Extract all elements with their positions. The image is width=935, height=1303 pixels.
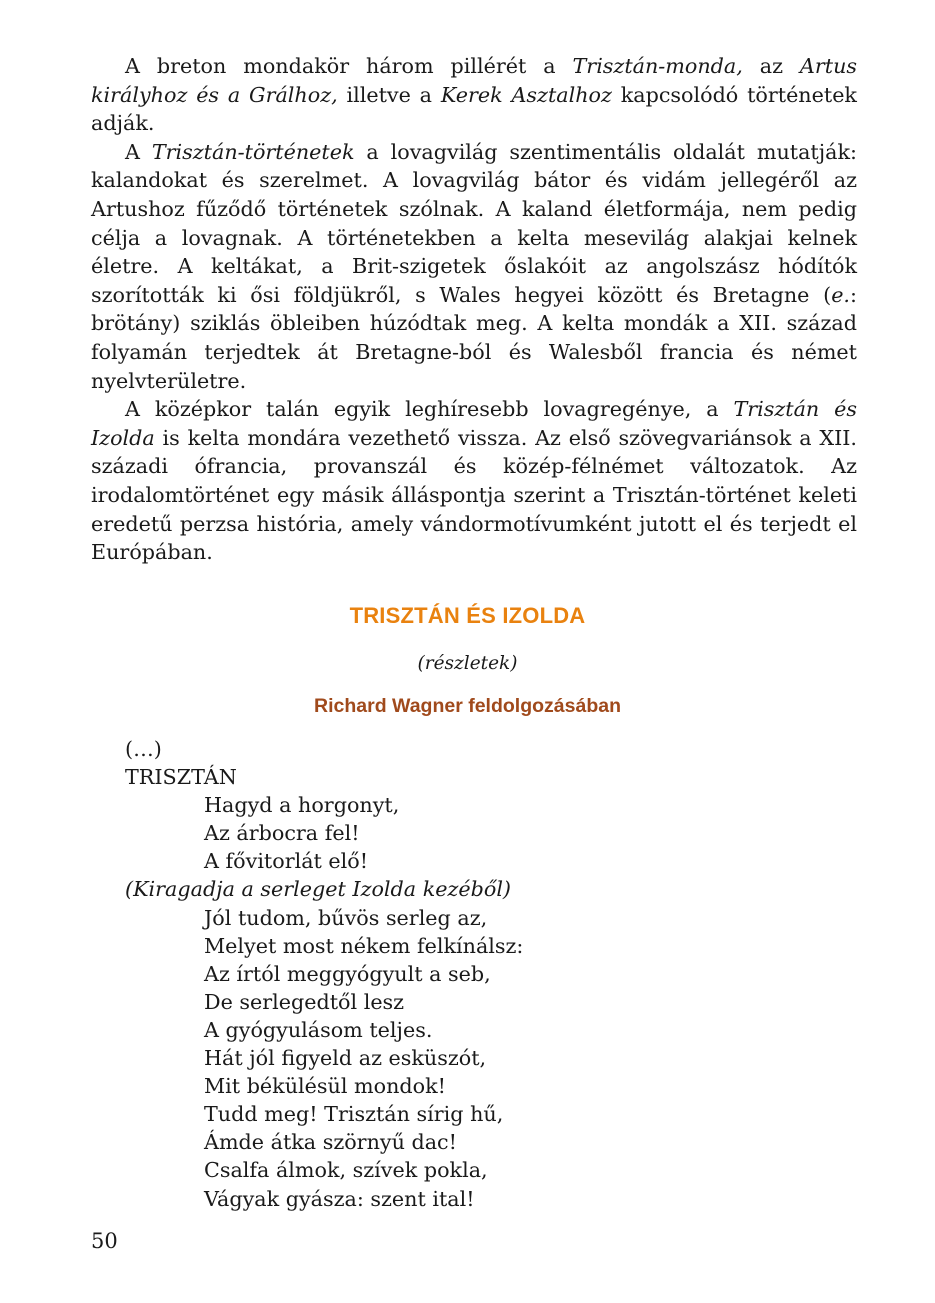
stage-direction: (Kiragadja a serleget Izolda kezéből) — [125, 877, 512, 902]
verse-line: Tudd meg! Trisztán sírig hű, — [204, 1102, 504, 1127]
verse-line: A gyógyulásom teljes. — [204, 1017, 433, 1042]
verse-line: Csalfa álmok, szívek pokla, — [204, 1158, 488, 1183]
text-run: A — [125, 139, 152, 164]
verse-line: Hagyd a horgonyt, — [204, 793, 400, 818]
verse-line: Mit békülésül mondok! — [204, 1074, 446, 1099]
speaker-name: TRISZTÁN — [125, 765, 237, 790]
text-run: : brötány) sziklás öbleiben húzódtak meg. A kelta mondák a XII. század folyamán terjedtek át Bretagne-ból és Walesből francia és német nyelvterületre. — [91, 282, 857, 393]
ellipsis-marker: (…) — [125, 737, 162, 761]
verse-line: Vágyak gyásza: szent ital! — [204, 1186, 475, 1211]
text-run: is kelta mondára vezethető vissza. Az első szövegvariánsok a XII. századi ófrancia, provanszál és közép-félnémet változatok. Az irodalomtörténet egy másik álláspontja szerint a Trisztán-történet keleti eredetű perzsa história, amely vándormotívumként jutott el és terjedt el Európában. — [91, 425, 857, 565]
italic-term: e. — [831, 282, 851, 307]
italic-term: Trisztán-monda, — [572, 54, 743, 78]
verse-line: Jól tudom, bűvös serleg az, — [204, 905, 488, 930]
paragraph-3 — [91, 395, 857, 567]
italic-term: Trisztán-történetek — [151, 139, 355, 164]
text-run: az — [742, 54, 800, 78]
work-title: TRISZTÁN ÉS IZOLDA — [349, 603, 586, 628]
verse-line: Ámde átka szörnyű dac! — [204, 1130, 457, 1155]
page-number: 50 — [91, 1229, 118, 1253]
work-byline: Richard Wagner feldolgozásában — [314, 695, 621, 717]
text-run: A breton mondakör három pillérét a — [125, 54, 573, 78]
paragraph-1 — [91, 52, 857, 138]
verse-line: A fővitorlát elő! — [204, 849, 369, 874]
paragraph-2 — [91, 138, 857, 395]
text-run: kapcsolódó történetek adják. — [91, 82, 857, 136]
poem-excerpt — [125, 735, 825, 1213]
verse-line: Hát jól figyeld az esküszót, — [204, 1046, 487, 1071]
text-run: A középkor talán egyik leghíresebb lovagregénye, a — [125, 397, 734, 422]
verse-line: Melyet most nékem felkínálsz: — [204, 933, 524, 958]
text-run: a lovagvilág szentimentális oldalát mutatják: kalandokat és szerelmet. A lovagvilág bátor és vidám jellegéről az Artushoz fűződő történetek szólnak. A kaland életformája, nem pedig célja a lovagnak. A történetekben a kelta mesevilág alakjai kelnek életre. A keltákat, a Brit-szigetek őslakóit az angolszász hódítók szorították ki ősi földjükről, s Wales hegyei között és Bretagne ( — [91, 139, 857, 307]
text-run: illetve a — [337, 82, 441, 107]
verse-line: Az írtól meggyógyult a seb, — [204, 961, 491, 986]
verse-line: Az árbocra fel! — [204, 821, 360, 846]
italic-term: Artus királyhoz és a Grálhoz, — [91, 54, 858, 107]
verse-line: De serlegedtől lesz — [204, 989, 405, 1014]
work-subtitle: (részletek) — [417, 653, 518, 674]
italic-term: Kerek Asztalhoz — [440, 82, 612, 107]
intro-text — [91, 52, 857, 567]
italic-term: Trisztán és Izolda — [91, 397, 857, 450]
